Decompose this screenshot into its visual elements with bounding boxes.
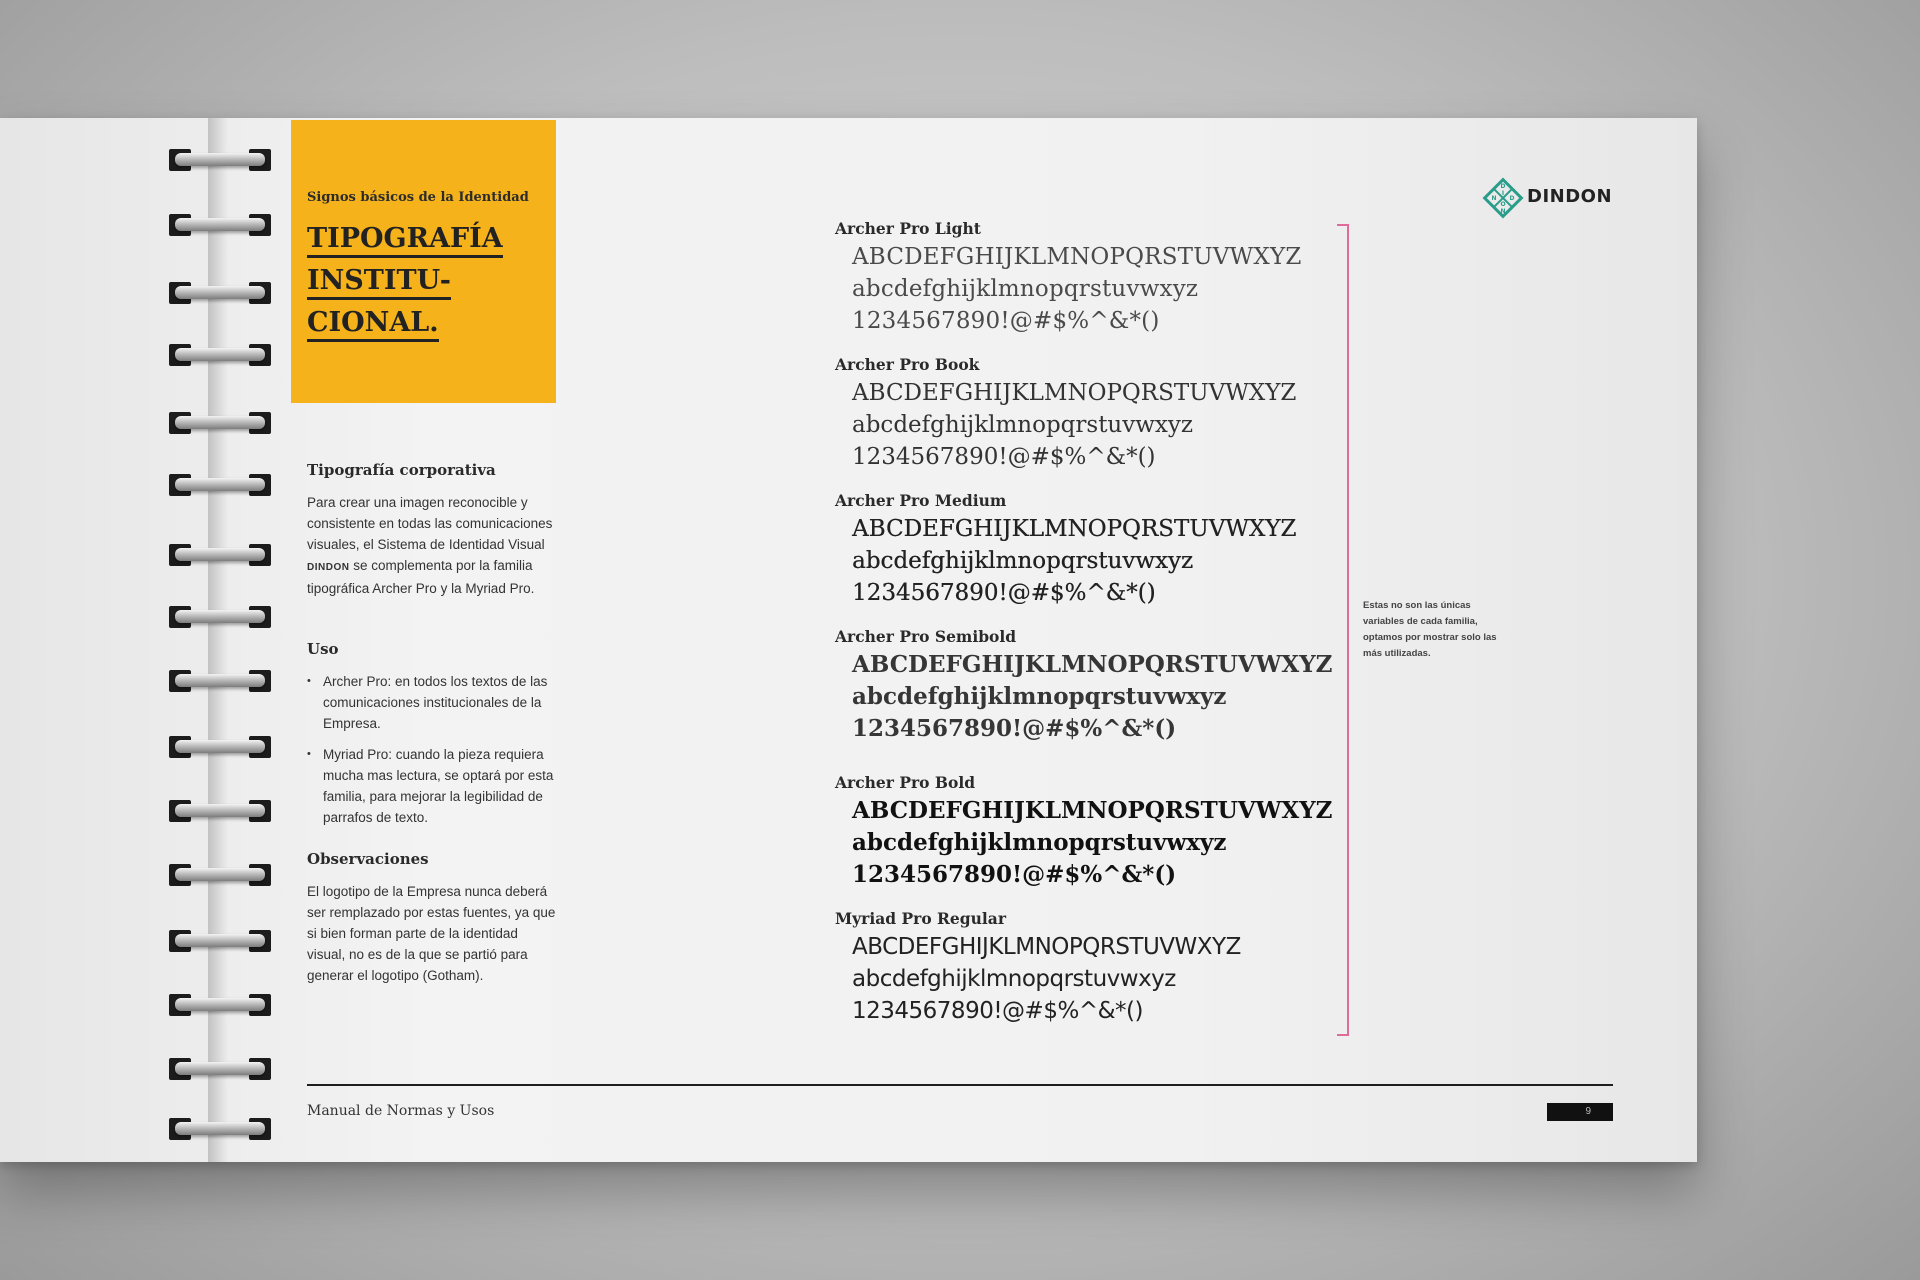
- logo-letter: D: [1509, 195, 1515, 202]
- binding-wire: [175, 416, 265, 429]
- specimen-archer-book: [835, 355, 1296, 473]
- logo-letter: N: [1500, 208, 1506, 215]
- spiral-ring: [165, 274, 275, 310]
- list-item: • Archer Pro: en todos los textos de las comunicaciones institucionales de la Empresa.: [307, 671, 557, 734]
- specimen-lower: abcdefghijklmnopqrstuvwxyz: [852, 966, 1176, 992]
- text-corporativa-2: se complementa por la familia tipográfica Archer Pro y la Myriad Pro.: [307, 558, 535, 596]
- specimen-upper: ABCDEFGHIJKLMNOPQRSTUVWXYZ: [852, 797, 1333, 824]
- binding-wire: [175, 868, 265, 881]
- specimen-myriad-regular: [835, 909, 1241, 1027]
- specimen-lower: abcdefghijklmnopqrstuvwxyz: [852, 829, 1227, 856]
- specimen-upper: ABCDEFGHIJKLMNOPQRSTUVWXYZ: [852, 244, 1302, 270]
- page-title: [307, 218, 503, 344]
- binding-wire: [175, 674, 265, 687]
- binding-wire: [175, 548, 265, 561]
- heading-corporativa: Tipografía corporativa: [307, 461, 496, 479]
- page-number: 9: [1547, 1103, 1613, 1121]
- binding-wire: [175, 804, 265, 817]
- text-corporativa-1: Para crear una imagen reconocible y consistente en todas las comunicaciones visuales, el Sistema de Identidad Visual: [307, 495, 553, 552]
- binding-wire: [175, 610, 265, 623]
- footer-rule: [307, 1084, 1613, 1086]
- specimen-digits: 1234567890!@#$%^&*(): [852, 861, 1177, 888]
- specimen-digits: 1234567890!@#$%^&*(): [852, 444, 1156, 470]
- specimen-name: Archer Pro Medium: [835, 491, 1007, 510]
- binding-wire: [175, 934, 265, 947]
- spiral-ring: [165, 792, 275, 828]
- spiral-ring: [165, 404, 275, 440]
- specimen-upper: ABCDEFGHIJKLMNOPQRSTUVWXYZ: [852, 651, 1333, 678]
- heading-uso: Uso: [307, 640, 339, 658]
- logo-letter: O: [1500, 201, 1506, 208]
- binding-wire: [175, 218, 265, 231]
- specimen-lower: abcdefghijklmnopqrstuvwxyz: [852, 276, 1199, 302]
- spiral-ring: [165, 141, 275, 177]
- specimen-upper: ABCDEFGHIJKLMNOPQRSTUVWXYZ: [852, 934, 1241, 960]
- title-line-1: TIPOGRAFÍA: [307, 223, 503, 258]
- specimen-digits: 1234567890!@#$%^&*(): [852, 715, 1177, 742]
- specimen-lower: abcdefghijklmnopqrstuvwxyz: [852, 683, 1227, 710]
- logo-letter: I: [1501, 190, 1505, 197]
- title-line-2: INSTITU-: [307, 265, 451, 300]
- specimen-upper: ABCDEFGHIJKLMNOPQRSTUVWXYZ: [852, 516, 1297, 542]
- section-subtitle: Signos básicos de la Identidad: [307, 190, 529, 205]
- dindon-logo-icon: [1482, 177, 1524, 219]
- spiral-ring: [165, 336, 275, 372]
- spiral-ring: [165, 536, 275, 572]
- binding-wire: [175, 153, 265, 166]
- spiral-ring: [165, 662, 275, 698]
- binding-wire: [175, 1122, 265, 1135]
- spiral-ring: [165, 206, 275, 242]
- specimen-lower: abcdefghijklmnopqrstuvwxyz: [852, 412, 1194, 438]
- specimen-name: Myriad Pro Regular: [835, 909, 1006, 928]
- binding-wire: [175, 740, 265, 753]
- text-corporativa: [307, 492, 557, 599]
- binding-wire: [175, 478, 265, 491]
- specimen-archer-bold: [835, 773, 1332, 891]
- specimen-name: Archer Pro Semibold: [835, 627, 1017, 646]
- spiral-ring: [165, 986, 275, 1022]
- heading-observaciones: Observaciones: [307, 850, 429, 868]
- specimen-archer-light: [835, 219, 1302, 337]
- text-observaciones: El logotipo de la Empresa nunca deberá ser remplazado por estas fuentes, ya que si bien forman parte de la identidad visual, no es de la que se partió para generar el logotipo (Gotham).: [307, 884, 556, 983]
- logo-letter: D: [1500, 183, 1506, 190]
- binding-wire: [175, 348, 265, 361]
- binding-wire: [175, 998, 265, 1011]
- spiral-binding: [165, 118, 275, 1162]
- spiral-ring: [165, 728, 275, 764]
- specimen-archer-medium: [835, 491, 1296, 609]
- brand-name: DINDON: [1527, 186, 1613, 207]
- specimen-name: Archer Pro Bold: [835, 773, 976, 792]
- spiral-ring: [165, 1110, 275, 1146]
- list-item: • Myriad Pro: cuando la pieza requiera mucha mas lectura, se optará por esta familia, para mejorar la legibilidad de parrafos de texto.: [307, 744, 557, 828]
- specimen-bracket: [1337, 224, 1349, 1036]
- brand-inline: DINDON: [307, 562, 350, 573]
- title-line-3: CIONAL.: [307, 307, 439, 342]
- logo-letter: N: [1491, 195, 1497, 202]
- spiral-ring: [165, 922, 275, 958]
- spiral-ring: [165, 856, 275, 892]
- spiral-ring: [165, 598, 275, 634]
- specimen-name: Archer Pro Light: [835, 219, 981, 238]
- specimen-upper: ABCDEFGHIJKLMNOPQRSTUVWXYZ: [852, 380, 1297, 406]
- specimen-digits: 1234567890!@#$%^&*(): [852, 580, 1156, 606]
- binding-wire: [175, 1062, 265, 1075]
- side-note: Estas no son las únicas variables de cada familia, optamos por mostrar solo las más utilizadas.: [1363, 600, 1497, 659]
- specimen-name: Archer Pro Book: [835, 355, 980, 374]
- binding-wire: [175, 286, 265, 299]
- specimen-digits: 1234567890!@#$%^&*(): [852, 998, 1143, 1024]
- specimen-archer-semibold: [835, 627, 1332, 745]
- spiral-ring: [165, 1050, 275, 1086]
- spiral-ring: [165, 466, 275, 502]
- footer-text: Manual de Normas y Usos: [307, 1103, 495, 1119]
- specimen-lower: abcdefghijklmnopqrstuvwxyz: [852, 548, 1194, 574]
- uso-list: [307, 671, 557, 838]
- specimen-digits: 1234567890!@#$%^&*(): [852, 308, 1160, 334]
